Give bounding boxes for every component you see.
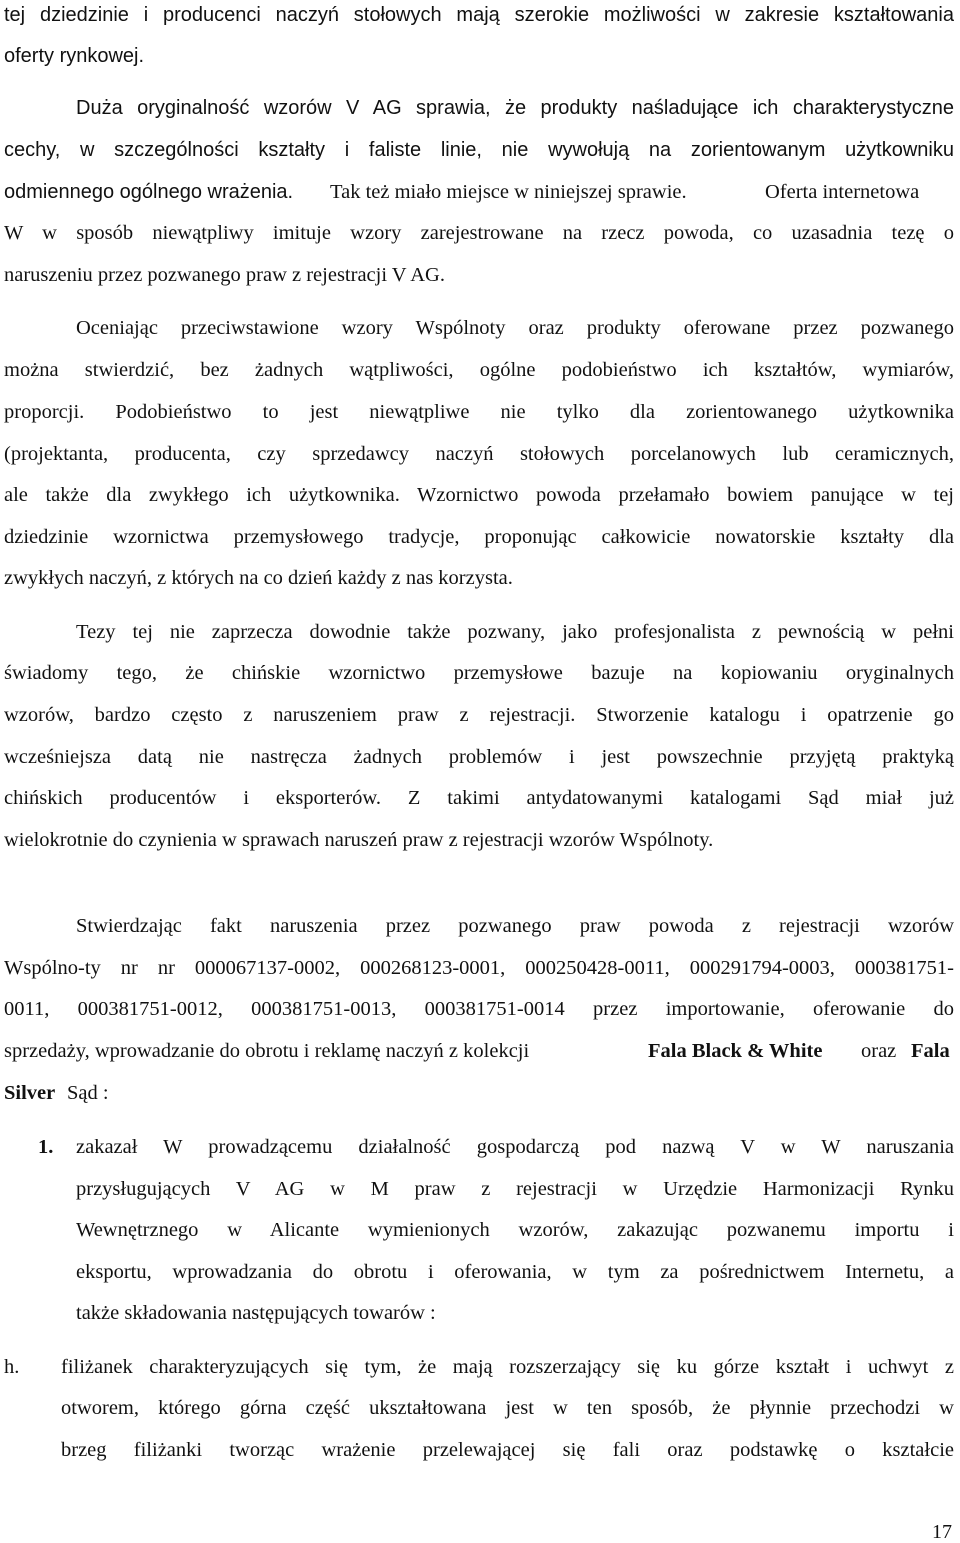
text-line: wzorów, bardzo często z naruszeniem praw z rejestracji. Stworzenie katalogu i opatrzenie go — [4, 705, 954, 726]
text-line: 0011, 000381751-0012, 000381751-0013, 000381751-0014 przez importowanie, oferowanie do — [4, 999, 954, 1020]
text-line: zakazał W prowadzącemu działalność gospodarczą pod nazwą V w W naruszania — [76, 1137, 954, 1158]
text-line: świadomy tego, że chińskie wzornictwo przemysłowe bazuje na kopiowaniu oryginalnych — [4, 663, 954, 684]
text-line: brzeg filiżanki tworząc wrażenie przelewającej się fali oraz podstawkę o kształcie — [61, 1440, 954, 1461]
text-line: można stwierdzić, bez żadnych wątpliwości, ogólne podobieństwo ich kształtów, wymiarów, — [4, 360, 954, 381]
text-line: Tezy tej nie zaprzecza dowodnie także pozwany, jako profesjonalista z pewnością w pełni — [76, 622, 954, 643]
collection-name: Fala — [911, 1040, 950, 1062]
text-line: dziedzinie wzornictwa przemysłowego tradycje, proponując całkowicie nowatorskie kształty dla — [4, 527, 954, 548]
text-line: cechy, w szczególności kształty i faliste linie, nie wywołują na zorientowanym użytkowniku — [4, 140, 954, 161]
text-line: wcześniejsza datą nie nastręcza żadnych problemów i jest powszechnie przyjętą praktyką — [4, 747, 954, 768]
list-number: 1. — [38, 1136, 54, 1158]
text-line: odmiennego ogólnego wrażenia. — [4, 181, 294, 203]
text-line: W w sposób niewątpliwy imituje wzory zarejestrowane na rzecz powoda, co uzasadnia tezę o — [4, 223, 954, 244]
list-letter: h. — [4, 1356, 20, 1378]
text-line: proporcji. Podobieństwo to jest niewątpliwe nie tylko dla zorientowanego użytkownika — [4, 402, 954, 423]
text-line: eksportu, wprowadzania do obrotu i oferowania, w tym za pośrednictwem Internetu, a — [76, 1262, 954, 1283]
text-line: tej dziedzinie i producenci naczyń stołowych mają szerokie możliwości w zakresie kształtowania — [4, 5, 954, 26]
text-line: filiżanek charakteryzujących się tym, że mają rozszerzający się ku górze kształt i uchwyt z — [61, 1357, 954, 1378]
collection-name: Silver — [4, 1082, 56, 1104]
text-line: Stwierdzając fakt naruszenia przez pozwanego praw powoda z rejestracji wzorów — [76, 916, 954, 937]
text-line: także składowania następujących towarów : — [76, 1302, 436, 1324]
text-line: Oceniając przeciwstawione wzory Wspólnoty oraz produkty oferowane przez pozwanego — [76, 318, 954, 339]
text-line: Wewnętrznego w Alicante wymienionych wzorów, zakazując pozwanemu importu i — [76, 1220, 954, 1241]
text-line: chińskich producentów i eksporterów. Z takimi antydatowanymi katalogami Sąd miał już — [4, 788, 954, 809]
collection-name: Fala Black & White — [648, 1040, 823, 1062]
text-line: otworem, którego górna część ukształtowana jest w ten sposób, że płynnie przechodzi w — [61, 1398, 954, 1419]
text-line: Oferta internetowa — [765, 181, 920, 203]
text-line: przysługujących V AG w M praw z rejestracji w Urzędzie Harmonizacji Rynku — [76, 1179, 954, 1200]
text-line: sprzedaży, wprowadzanie do obrotu i reklamę naczyń z kolekcji — [4, 1040, 530, 1062]
text-line: oferty rynkowej. — [4, 45, 145, 67]
page-number: 17 — [932, 1521, 952, 1543]
text-line: (projektanta, producenta, czy sprzedawcy naczyń stołowych porcelanowych lub ceramicznych, — [4, 444, 954, 465]
text-line: zwykłych naczyń, z których na co dzień każdy z nas korzysta. — [4, 567, 513, 589]
text-line: Tak też miało miejsce w niniejszej sprawie. — [330, 181, 687, 203]
text-line: Sąd : — [67, 1082, 109, 1104]
text-line: naruszeniu przez pozwanego praw z rejestracji V AG. — [4, 264, 445, 286]
text-line: Duża oryginalność wzorów V AG sprawia, że produkty naśladujące ich charakterystyczne — [76, 98, 954, 119]
text-line: wielokrotnie do czynienia w sprawach naruszeń praw z rejestracji wzorów Wspólnoty. — [4, 829, 714, 851]
text-line: ale także dla zwykłego ich użytkownika. Wzornictwo powoda przełamało bowiem panujące w tej — [4, 485, 954, 506]
text-line: Wspólno-ty nr nr 000067137-0002, 000268123-0001, 000250428-0011, 000291794-0003, 000381751- — [4, 958, 954, 979]
text-line: oraz — [861, 1040, 897, 1062]
